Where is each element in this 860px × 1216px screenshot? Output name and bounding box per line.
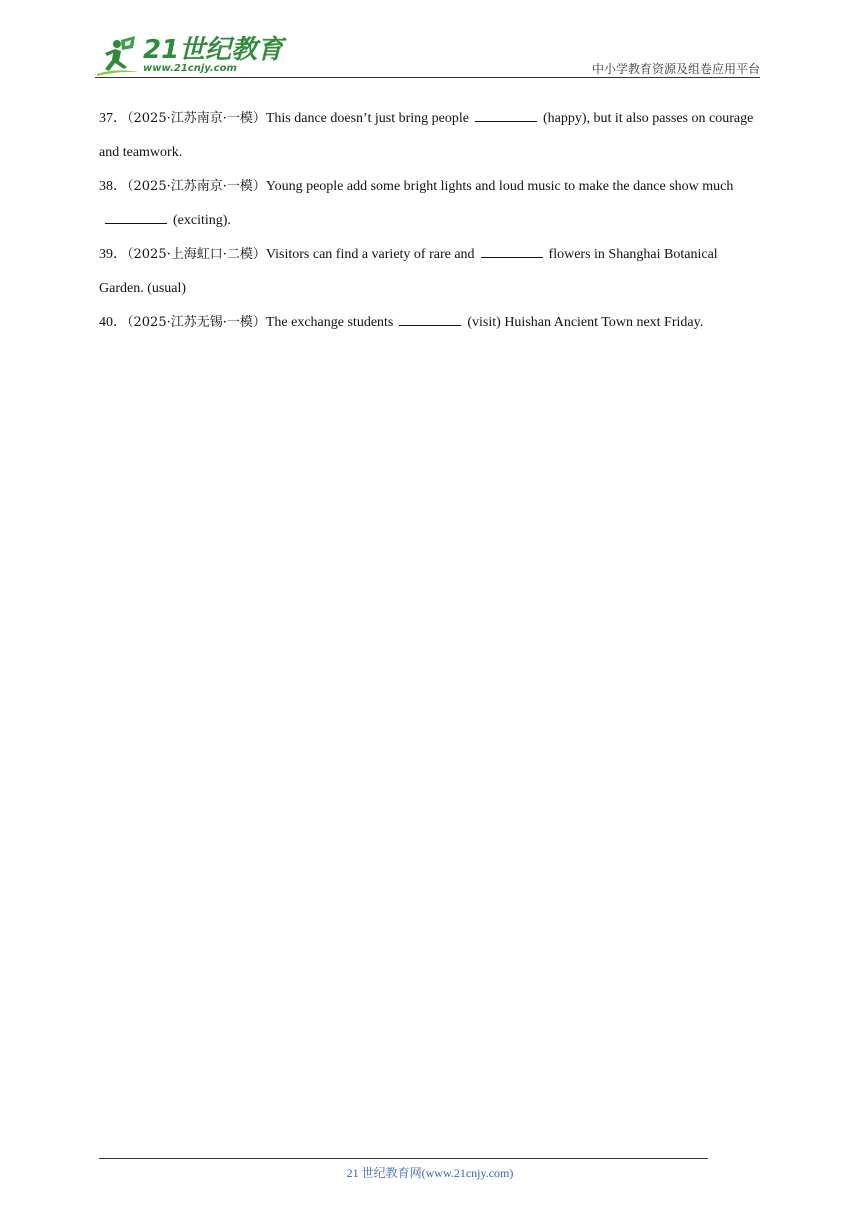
logo-wordmark: 21世纪教育 (143, 35, 284, 65)
question-38 (99, 170, 764, 238)
question-text-before: Visitors can find a variety of rare and (265, 247, 475, 262)
runner-logo-icon (95, 34, 143, 78)
site-logo[interactable] (95, 34, 284, 78)
answer-blank[interactable] (105, 209, 167, 224)
question-source: （2025·江苏南京·一模） (127, 179, 266, 194)
question-text-after: (exciting). (173, 213, 231, 228)
question-number: 37． (99, 111, 127, 126)
question-source: （2025·上海虹口·二模） (127, 247, 266, 262)
question-text-after: (visit) Huishan Ancient Town next Friday. (467, 315, 704, 330)
question-text-before: The exchange students (265, 315, 394, 330)
question-text-after: flowers in Shanghai Botanical Garden. (usual) (99, 247, 718, 296)
question-37 (99, 102, 764, 170)
question-source: （2025·江苏无锡·一模） (127, 315, 266, 330)
footer-link[interactable]: 21 世纪教育网(www.21cnjy.com) (346, 1166, 514, 1180)
question-text-before: Young people add some bright lights and loud music to make the dance show much (265, 179, 734, 194)
question-source: （2025·江苏南京·一模） (127, 111, 266, 126)
answer-blank[interactable] (399, 311, 461, 326)
question-number: 38． (99, 179, 127, 194)
header-divider (95, 77, 760, 78)
logo-url: www.21cnjy.com (143, 63, 237, 74)
question-text-before: This dance doesn’t just bring people (265, 111, 469, 126)
question-40 (99, 306, 764, 340)
footer-divider (99, 1158, 708, 1159)
question-list (99, 102, 764, 340)
answer-blank[interactable] (475, 107, 537, 122)
question-number: 40． (99, 315, 127, 330)
question-number: 39． (99, 247, 127, 262)
question-39 (99, 238, 764, 306)
answer-blank[interactable] (481, 243, 543, 258)
page-header (95, 30, 760, 78)
question-text-after: (happy), but it also passes on courage and teamwork. (99, 111, 754, 160)
site-slogan: 中小学教育资源及组卷应用平台 (591, 62, 760, 76)
